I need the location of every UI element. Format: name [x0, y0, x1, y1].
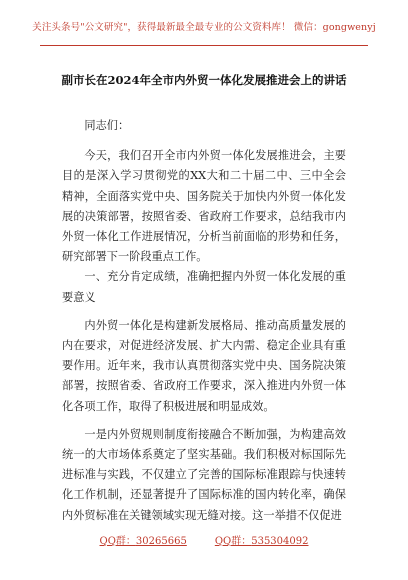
qq-label-1: QQ群： — [99, 536, 136, 547]
document-title: 副市长在2024年全市内外贸一体化发展推进会上的讲话 — [61, 73, 347, 87]
document-body — [62, 116, 346, 526]
paragraph-intro: 今天，我们召开全市内外贸一体化发展推进会，主要目的是深入学习贯彻党的XX大和二十届二中、三中全会精神，全面落实党中央、国务院关于加快内外贸一体化发展的决策部署，按照省委、省政府工作要求，总结我市内外贸一体化工作进展情况，分析当前面临的形势和任务，研究部署下一阶段重点工作。 — [62, 149, 346, 264]
qq-number-1: 30265665 — [135, 536, 187, 547]
paragraph-significance: 内外贸一体化是构建新发展格局、推动高质量发展的内在要求，对促进经济发展、扩大内需、稳定企业具有重要作用。近年来，我市认真贯彻落实党中央、国务院决策部署，按照省委、省政府工作要求，深入推进内外贸一体化各项工作，取得了积极进展和明显成效。 — [62, 318, 346, 413]
greeting: 同志们： — [84, 119, 130, 132]
qq-group-1[interactable] — [100, 535, 187, 549]
header-divider — [40, 45, 368, 46]
qq-label-2: QQ群： — [214, 536, 252, 547]
footer-banner — [0, 535, 408, 549]
header-banner: 关注头条号"公文研究"，获得最新最全最专业的公文资料库！ 微信：gongwenyj — [32, 22, 376, 33]
qq-number-2: 535304092 — [251, 536, 309, 547]
section-heading-1: 一、充分肯定成绩，准确把握内外贸一体化发展的重要意义 — [62, 270, 346, 304]
qq-group-2[interactable] — [215, 535, 309, 549]
paragraph-point-one: 一是内外贸规则制度衔接融合不断加强，为构建高效统一的大市场体系奠定了坚实基础。我们积极对标国际先进标准与实践，不仅建立了完善的国际标准跟踪与快速转化工作机制，还显著提升了国际标准的国内转化率，确保内外贸标准在关键领域实现无缝对接。这一举措不仅促进 — [62, 427, 346, 522]
